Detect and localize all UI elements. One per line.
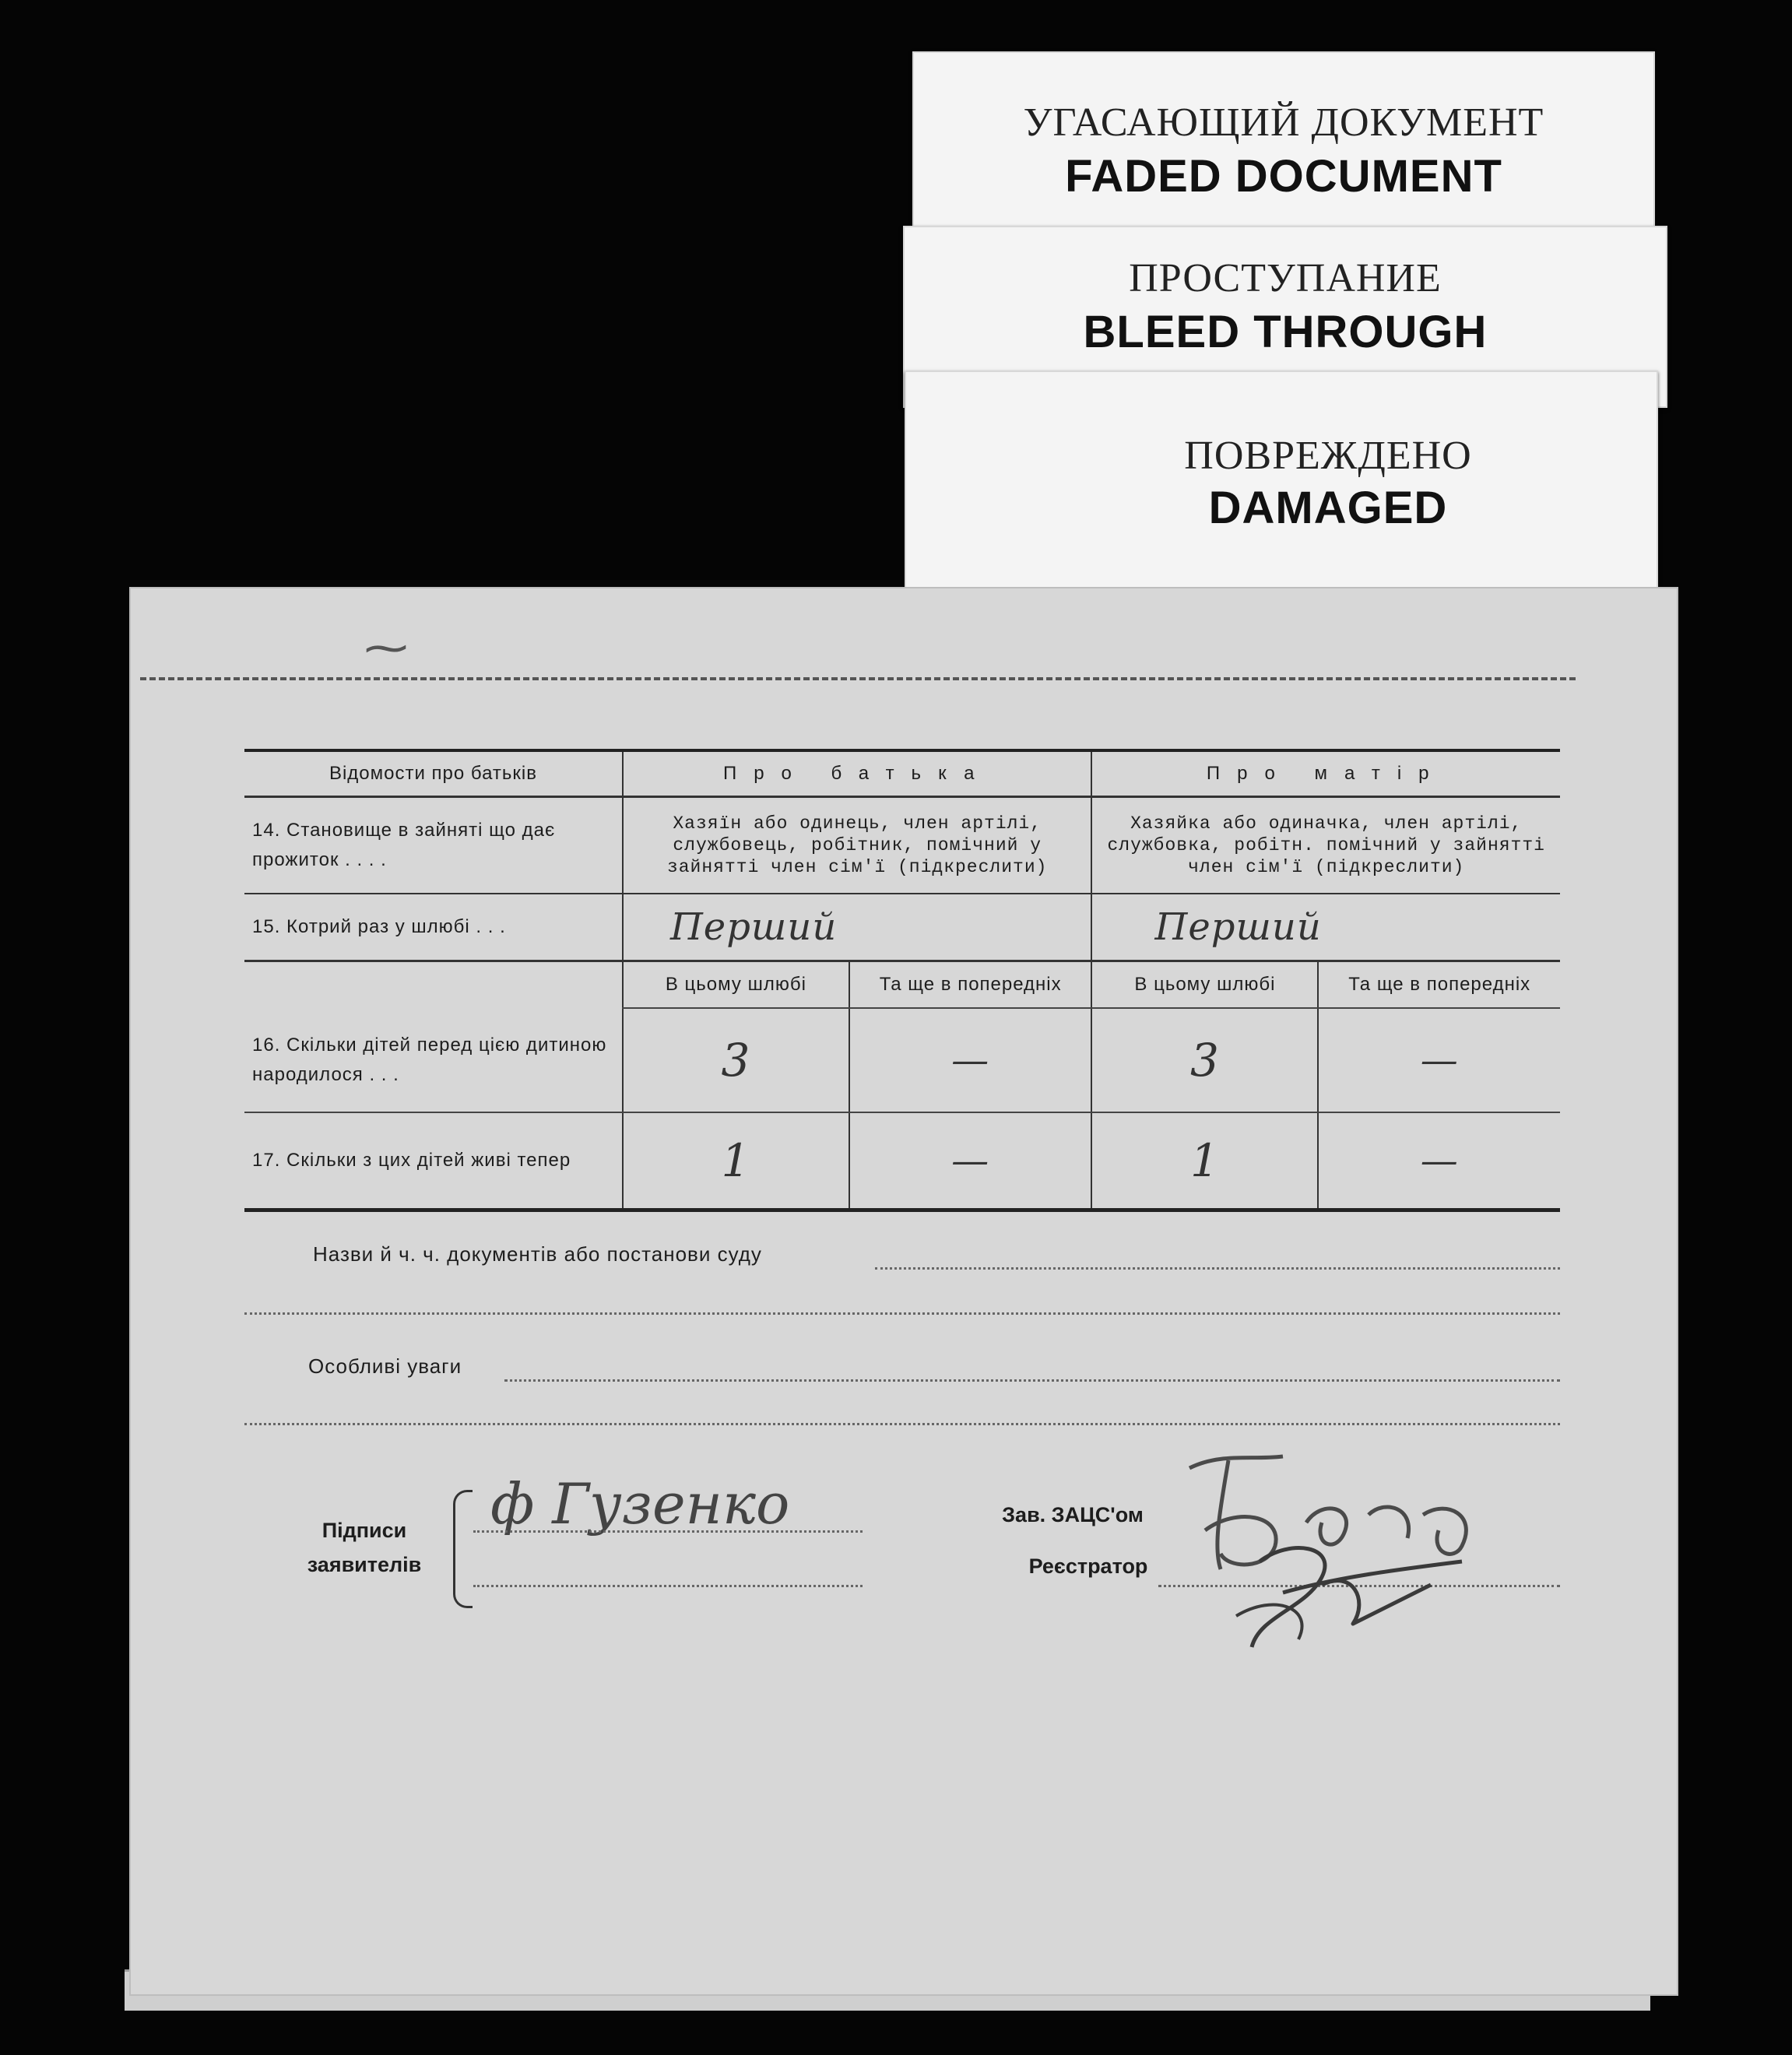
table-row bbox=[244, 1008, 1560, 1112]
signature-bracket bbox=[453, 1490, 473, 1608]
applicant-signature-line bbox=[473, 1530, 863, 1533]
question-children-born: 16. Скільки дітей перед цією дитиною народилося . . . bbox=[244, 1008, 623, 1112]
table-row bbox=[244, 1112, 1560, 1210]
table-row bbox=[244, 894, 1560, 961]
documents-line-2 bbox=[244, 1312, 1560, 1315]
sub-father-previous: Та ще в попередніх bbox=[849, 961, 1092, 1009]
mother-occupation-options: Хазяйка або одиначка, член артілі, службовка, робітн. помічний у зайнятті член сім'ї (підкреслити) bbox=[1091, 797, 1560, 894]
registrar-label: Реєстратор bbox=[1028, 1554, 1148, 1578]
empty-cell bbox=[244, 961, 623, 1009]
label-ru-text: УГАСАЮЩИЙ ДОКУМЕНТ bbox=[1023, 100, 1544, 145]
damaged-label bbox=[905, 371, 1658, 595]
head-office-label: Зав. ЗАЦС'ом bbox=[1002, 1503, 1144, 1526]
table-subheader-row bbox=[244, 961, 1560, 1009]
mother-alive-this: 1 bbox=[1091, 1112, 1318, 1210]
notes-label: Особливі уваги bbox=[308, 1354, 462, 1378]
label-ru-text: ПРОСТУПАНИЕ bbox=[1129, 256, 1442, 300]
father-alive-this: 1 bbox=[623, 1112, 849, 1210]
header-mother: Про матір bbox=[1091, 750, 1560, 797]
mother-children-this: 3 bbox=[1091, 1008, 1318, 1112]
father-children-this: 3 bbox=[623, 1008, 849, 1112]
notes-line-2 bbox=[244, 1423, 1560, 1425]
documents-label: Назви й ч. ч. документів або постанови суду bbox=[313, 1242, 762, 1266]
father-marriage-number: Перший bbox=[623, 894, 1092, 961]
record-sheet bbox=[129, 587, 1678, 1996]
father-children-prev: — bbox=[849, 1008, 1092, 1112]
mother-alive-prev: — bbox=[1318, 1112, 1560, 1210]
applicants-signatures-label: Підписи заявителів bbox=[307, 1519, 422, 1576]
father-occupation-options: Хазяїн або одинець, член артілі, службовець, робітник, помічний у зайнятті член сім'ї (підкреслити) bbox=[623, 797, 1092, 894]
ink-mark: ⁓ bbox=[364, 624, 408, 673]
father-alive-prev: — bbox=[849, 1112, 1092, 1210]
notes-line bbox=[504, 1379, 1560, 1382]
label-en-text: BLEED THROUGH bbox=[1083, 307, 1488, 357]
table-header-row bbox=[244, 750, 1560, 797]
label-en-text: FADED DOCUMENT bbox=[1065, 151, 1502, 202]
question-occupation: 14. Становище в зайняті що дає прожиток . . . . bbox=[244, 797, 623, 894]
sub-mother-previous: Та ще в попередніх bbox=[1318, 961, 1560, 1009]
sub-father-this: В цьому шлюбі bbox=[623, 961, 849, 1009]
applicant-signature-line-2 bbox=[473, 1585, 863, 1587]
perforation-line bbox=[140, 677, 1576, 680]
question-children-alive: 17. Скільки з цих дітей живі тепер bbox=[244, 1112, 623, 1210]
documents-line bbox=[875, 1267, 1560, 1270]
sub-mother-this: В цьому шлюбі bbox=[1091, 961, 1318, 1009]
official-signature bbox=[1166, 1437, 1524, 1663]
question-marriage-number: 15. Котрий раз у шлюбі . . . bbox=[244, 894, 623, 961]
table-row bbox=[244, 797, 1560, 894]
label-en-text: DAMAGED bbox=[1208, 483, 1448, 533]
label-ru-text: ПОВРЕЖДЕНО bbox=[1184, 434, 1472, 478]
header-father: Про батька bbox=[623, 750, 1092, 797]
mother-children-prev: — bbox=[1318, 1008, 1560, 1112]
mother-marriage-number: Перший bbox=[1091, 894, 1560, 961]
applicant-signature: ф Гузенко bbox=[490, 1471, 790, 1537]
parents-info-table bbox=[244, 749, 1560, 1212]
header-parents-info: Відомости про батьків bbox=[244, 750, 623, 797]
